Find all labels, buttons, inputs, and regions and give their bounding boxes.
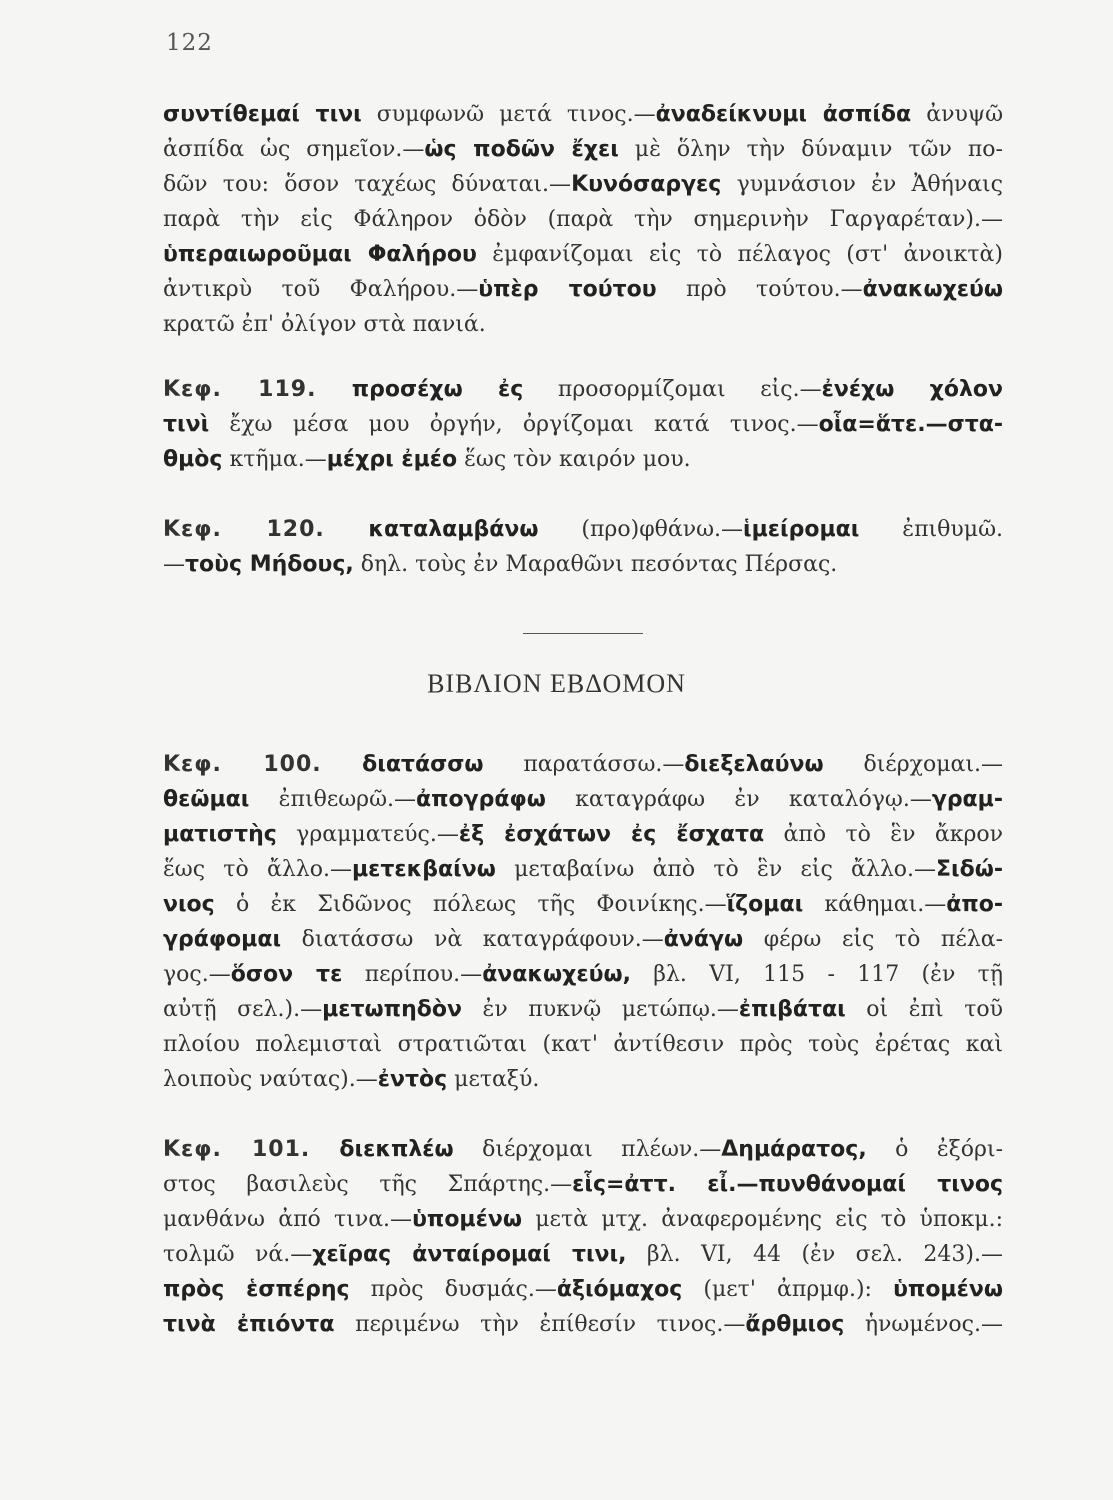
chapter-heading: Κεφ. 120. (163, 517, 325, 542)
text-line: στος βασιλεὺς τῆς Σπάρτης.—εἷς=ἀττ. εἶ.—πυνθάνομαί τινος (163, 1172, 1003, 1197)
text-line: κρατῶ ἐπ' ὀλίγον στὰ πανιά. (163, 312, 486, 337)
chapter-101-line: Κεφ. 101. διεκπλέω διέρχομαι πλέων.—Δημάρατος, ὁ ἐξόρι- (163, 1137, 1003, 1162)
text-line: θμὸς κτῆμα.—μέχρι ἐμέο ἕως τὸν καιρόν μου. (163, 447, 691, 472)
chapter-heading: Κεφ. 101. (163, 1137, 311, 1162)
text-line: συντίθεμαί τινι συμφωνῶ μετά τινος.—ἀναδείκνυμι ἀσπίδα ἀνυψῶ (163, 102, 1004, 127)
text-line: —τοὺς Μήδους, δηλ. τοὺς ἐν Μαραθῶνι πεσόντας Πέρσας. (163, 552, 838, 577)
text-line: ἕως τὸ ἄλλο.—μετεκβαίνω μεταβαίνω ἀπὸ τὸ ἓν εἰς ἄλλο.—Σιδώ- (163, 857, 1003, 882)
section-divider (523, 633, 643, 634)
text-line: λοιποὺς ναύτας).—ἐντὸς μεταξύ. (163, 1067, 540, 1092)
text-line: πρὸς ἑσπέρης πρὸς δυσμάς.—ἀξιόμαχος (μετ' ἀπρμφ.): ὑπομένω (163, 1277, 1003, 1302)
book-title: ΒΙΒΛΙΟΝ ΕΒΔΟΜΟΝ (427, 669, 686, 698)
text-line: τολμῶ νά.—χεῖρας ἀνταίρομαί τινι, βλ. VI, 44 (ἐν σελ. 243).— (163, 1242, 1003, 1267)
text-line: θεῶμαι ἐπιθεωρῶ.—ἀπογράφω καταγράφω ἐν καταλόγῳ.—γραμ- (163, 787, 1003, 812)
text-line: γος.—ὅσον τε περίπου.—ἀνακωχεύω, βλ. VI, 115 - 117 (ἐν τῇ (163, 962, 1004, 987)
text-line: πλοίου πολεμισταὶ στρατιῶται (κατ' ἀντίθεσιν πρὸς τοὺς ἐρέτας καὶ (163, 1032, 1003, 1057)
text-line: γράφομαι διατάσσω νὰ καταγράφουν.—ἀνάγω φέρω εἰς τὸ πέλα- (163, 927, 1004, 952)
chapter-heading: Κεφ. 119. (163, 377, 317, 402)
page-number: 122 (166, 30, 213, 56)
text-line: ματιστὴς γραμματεύς.—ἐξ ἐσχάτων ἐς ἔσχατα ἀπὸ τὸ ἓν ἄκρον (163, 822, 1003, 847)
chapter-heading: Κεφ. 100. (163, 752, 322, 777)
text-line: δῶν του: ὅσον ταχέως δύναται.—Κυνόσαργες γυμνάσιον ἐν Ἀθήναις (163, 172, 1003, 197)
text-line: τινὶ ἔχω μέσα μου ὀργήν, ὀργίζομαι κατά τινος.—οἷα=ἅτε.—στα- (163, 412, 1003, 437)
text-line: τινὰ ἐπιόντα περιμένω τὴν ἐπίθεσίν τινος.—ἄρθμιος ἡνωμένος.— (163, 1312, 1003, 1337)
chapter-120-line: Κεφ. 120. καταλαμβάνω (προ)φθάνω.—ἱμείρομαι ἐπιθυμῶ. (163, 517, 1003, 542)
text-line: ἀσπίδα ὡς σημεῖον.—ὡς ποδῶν ἔχει μὲ ὅλην τὴν δύναμιν τῶν πο- (163, 137, 1003, 162)
chapter-119-line: Κεφ. 119. προσέχω ἐς προσορμίζομαι εἰς.—ἐνέχω χόλον (163, 377, 1004, 402)
text-line: νιος ὁ ἐκ Σιδῶνος πόλεως τῆς Φοινίκης.—ἵζομαι κάθημαι.—ἀπο- (163, 892, 1003, 917)
text-line: ἀντικρὺ τοῦ Φαλήρου.—ὑπὲρ τούτου πρὸ τούτου.—ἀνακωχεύω (163, 277, 1003, 302)
text-line: παρὰ τὴν εἰς Φάληρον ὁδὸν (παρὰ τὴν σημερινὴν Γαργαρέταν).— (163, 207, 1003, 232)
chapter-100-line: Κεφ. 100. διατάσσω παρατάσσω.—διεξελαύνω διέρχομαι.— (163, 752, 1003, 777)
text-line: αὐτῇ σελ.).—μετωπηδὸν ἐν πυκνῷ μετώπῳ.—ἐπιβάται οἱ ἐπὶ τοῦ (163, 997, 1003, 1022)
text-line: ὑπεραιωροῦμαι Φαλήρου ἐμφανίζομαι εἰς τὸ πέλαγος (στ' ἀνοικτὰ) (163, 242, 1003, 267)
text-line: μανθάνω ἀπό τινα.—ὑπομένω μετὰ μτχ. ἀναφερομένης εἰς τὸ ὑποκμ.: (163, 1207, 1004, 1232)
